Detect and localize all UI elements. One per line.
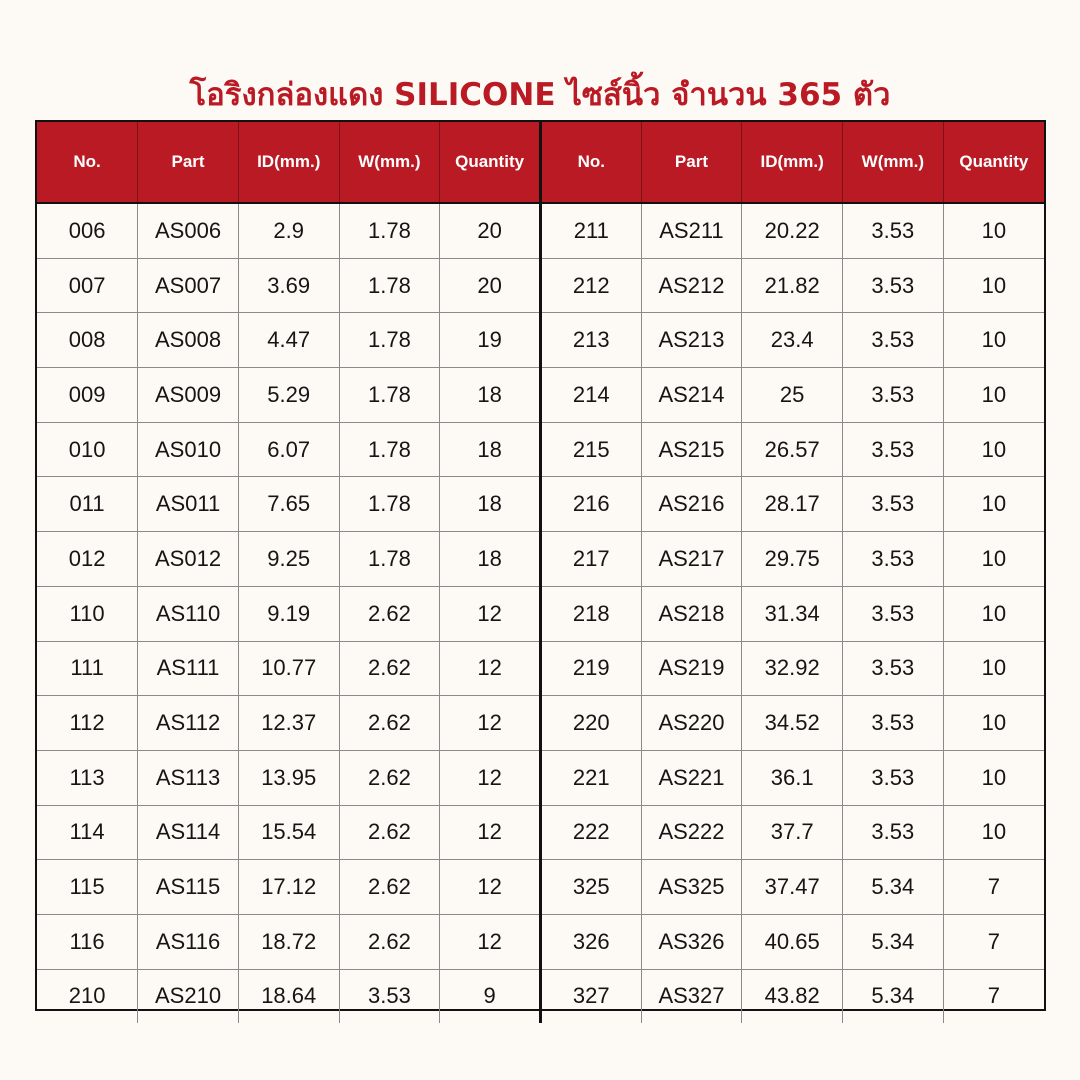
- cell-id-mm: 25: [742, 368, 843, 423]
- cell-w-mm: 3.53: [843, 750, 944, 805]
- cell-id-mm: 26.57: [742, 422, 843, 477]
- cell-w-mm: 1.78: [339, 368, 440, 423]
- cell-no: 217: [540, 532, 641, 587]
- cell-no: 212: [540, 258, 641, 313]
- cell-id-mm: 23.4: [742, 313, 843, 368]
- cell-quantity: 12: [440, 586, 541, 641]
- cell-part: AS219: [641, 641, 742, 696]
- cell-w-mm: 3.53: [843, 477, 944, 532]
- cell-no: 114: [37, 805, 138, 860]
- column-header-part-left: Part: [138, 122, 239, 203]
- cell-part: AS010: [138, 422, 239, 477]
- table-row: [37, 532, 1044, 587]
- cell-w-mm: 1.78: [339, 477, 440, 532]
- cell-quantity: 10: [943, 805, 1044, 860]
- table-row: [37, 696, 1044, 751]
- cell-quantity: 12: [440, 805, 541, 860]
- cell-no: 006: [37, 203, 138, 258]
- cell-no: 327: [540, 969, 641, 1023]
- cell-quantity: 18: [440, 368, 541, 423]
- page-title: โอริงกล่องแดง SILICONE ไซส์นิ้ว จำนวน 365 ตัว: [189, 76, 891, 113]
- cell-quantity: 10: [943, 313, 1044, 368]
- cell-no: 222: [540, 805, 641, 860]
- cell-w-mm: 1.78: [339, 203, 440, 258]
- cell-no: 218: [540, 586, 641, 641]
- cell-id-mm: 29.75: [742, 532, 843, 587]
- cell-part: AS221: [641, 750, 742, 805]
- cell-w-mm: 1.78: [339, 258, 440, 313]
- cell-id-mm: 15.54: [238, 805, 339, 860]
- cell-quantity: 10: [943, 258, 1044, 313]
- cell-id-mm: 6.07: [238, 422, 339, 477]
- cell-quantity: 12: [440, 914, 541, 969]
- cell-quantity: 12: [440, 750, 541, 805]
- cell-no: 219: [540, 641, 641, 696]
- cell-id-mm: 37.47: [742, 860, 843, 915]
- cell-part: AS218: [641, 586, 742, 641]
- table-row: [37, 750, 1044, 805]
- column-header-part-right: Part: [641, 122, 742, 203]
- cell-no: 010: [37, 422, 138, 477]
- cell-w-mm: 5.34: [843, 969, 944, 1023]
- cell-id-mm: 9.25: [238, 532, 339, 587]
- cell-w-mm: 2.62: [339, 805, 440, 860]
- cell-quantity: 20: [440, 203, 541, 258]
- cell-part: AS009: [138, 368, 239, 423]
- cell-w-mm: 2.62: [339, 586, 440, 641]
- column-header-quantity-right: Quantity: [943, 122, 1044, 203]
- cell-w-mm: 3.53: [843, 586, 944, 641]
- column-header-no-right: No.: [540, 122, 641, 203]
- cell-no: 115: [37, 860, 138, 915]
- cell-quantity: 10: [943, 641, 1044, 696]
- cell-w-mm: 3.53: [843, 203, 944, 258]
- cell-no: 007: [37, 258, 138, 313]
- cell-part: AS112: [138, 696, 239, 751]
- cell-no: 221: [540, 750, 641, 805]
- cell-w-mm: 1.78: [339, 313, 440, 368]
- table-row: [37, 203, 1044, 258]
- column-header-no-left: No.: [37, 122, 138, 203]
- cell-part: AS011: [138, 477, 239, 532]
- cell-quantity: 10: [943, 368, 1044, 423]
- table-row: [37, 586, 1044, 641]
- cell-w-mm: 2.62: [339, 750, 440, 805]
- cell-w-mm: 2.62: [339, 641, 440, 696]
- table-row: [37, 368, 1044, 423]
- cell-w-mm: 5.34: [843, 860, 944, 915]
- cell-quantity: 12: [440, 641, 541, 696]
- cell-id-mm: 17.12: [238, 860, 339, 915]
- cell-id-mm: 43.82: [742, 969, 843, 1023]
- cell-w-mm: 1.78: [339, 532, 440, 587]
- cell-w-mm: 3.53: [339, 969, 440, 1023]
- cell-no: 211: [540, 203, 641, 258]
- cell-w-mm: 2.62: [339, 696, 440, 751]
- column-header-w-mm-right: W(mm.): [843, 122, 944, 203]
- cell-id-mm: 9.19: [238, 586, 339, 641]
- table-row: [37, 422, 1044, 477]
- cell-w-mm: 1.78: [339, 422, 440, 477]
- cell-part: AS325: [641, 860, 742, 915]
- cell-part: AS113: [138, 750, 239, 805]
- cell-no: 009: [37, 368, 138, 423]
- cell-no: 215: [540, 422, 641, 477]
- oring-size-table: [35, 120, 1046, 1011]
- cell-id-mm: 36.1: [742, 750, 843, 805]
- table-row: [37, 914, 1044, 969]
- cell-part: AS007: [138, 258, 239, 313]
- cell-id-mm: 12.37: [238, 696, 339, 751]
- table-row: [37, 805, 1044, 860]
- cell-quantity: 18: [440, 532, 541, 587]
- cell-quantity: 7: [943, 860, 1044, 915]
- cell-no: 113: [37, 750, 138, 805]
- cell-w-mm: 3.53: [843, 532, 944, 587]
- cell-id-mm: 40.65: [742, 914, 843, 969]
- cell-w-mm: 5.34: [843, 914, 944, 969]
- column-header-w-mm-left: W(mm.): [339, 122, 440, 203]
- cell-quantity: 19: [440, 313, 541, 368]
- cell-no: 220: [540, 696, 641, 751]
- cell-w-mm: 3.53: [843, 696, 944, 751]
- cell-quantity: 12: [440, 696, 541, 751]
- cell-id-mm: 2.9: [238, 203, 339, 258]
- cell-w-mm: 2.62: [339, 914, 440, 969]
- cell-w-mm: 3.53: [843, 368, 944, 423]
- cell-part: AS114: [138, 805, 239, 860]
- cell-w-mm: 3.53: [843, 258, 944, 313]
- cell-w-mm: 3.53: [843, 805, 944, 860]
- cell-no: 214: [540, 368, 641, 423]
- cell-quantity: 10: [943, 696, 1044, 751]
- cell-no: 111: [37, 641, 138, 696]
- cell-no: 325: [540, 860, 641, 915]
- cell-id-mm: 34.52: [742, 696, 843, 751]
- cell-part: AS326: [641, 914, 742, 969]
- cell-id-mm: 18.72: [238, 914, 339, 969]
- cell-part: AS211: [641, 203, 742, 258]
- cell-part: AS222: [641, 805, 742, 860]
- table-body: [37, 203, 1044, 1023]
- table-row: [37, 641, 1044, 696]
- cell-quantity: 18: [440, 422, 541, 477]
- cell-part: AS116: [138, 914, 239, 969]
- cell-id-mm: 28.17: [742, 477, 843, 532]
- cell-quantity: 7: [987, 983, 1000, 1009]
- cell-part: AS216: [641, 477, 742, 532]
- table-row: [37, 477, 1044, 532]
- header-row: [37, 122, 1044, 203]
- cell-part: AS012: [138, 532, 239, 587]
- cell-id-mm: 18.64: [238, 969, 339, 1023]
- cell-no: 213: [540, 313, 641, 368]
- cell-quantity: 10: [943, 586, 1044, 641]
- cell-quantity: 10: [943, 477, 1044, 532]
- cell-part: AS217: [641, 532, 742, 587]
- column-header-id-mm-left: ID(mm.): [238, 122, 339, 203]
- cell-part: AS214: [641, 368, 742, 423]
- cell-id-mm: 32.92: [742, 641, 843, 696]
- cell-no: 011: [37, 477, 138, 532]
- cell-part: AS110: [138, 586, 239, 641]
- cell-no: 210: [37, 969, 138, 1023]
- cell-part: AS008: [138, 313, 239, 368]
- cell-w-mm: 3.53: [843, 313, 944, 368]
- cell-id-mm: 31.34: [742, 586, 843, 641]
- cell-quantity: 10: [943, 422, 1044, 477]
- cell-part: AS212: [641, 258, 742, 313]
- cell-id-mm: 21.82: [742, 258, 843, 313]
- cell-id-mm: 13.95: [238, 750, 339, 805]
- cell-no: 326: [540, 914, 641, 969]
- table-row: [37, 258, 1044, 313]
- column-header-quantity-left: Quantity: [440, 122, 541, 203]
- cell-id-mm: 7.65: [238, 477, 339, 532]
- cell-part: AS327: [641, 969, 742, 1023]
- table-header: [37, 122, 1044, 203]
- cell-id-mm: 37.7: [742, 805, 843, 860]
- cell-part: AS213: [641, 313, 742, 368]
- cell-quantity: 10: [943, 532, 1044, 587]
- table-row: [37, 313, 1044, 368]
- cell-part: AS210: [138, 969, 239, 1023]
- cell-part: AS220: [641, 696, 742, 751]
- cell-quantity: 18: [440, 477, 541, 532]
- cell-w-mm: 2.62: [339, 860, 440, 915]
- cell-part: AS115: [138, 860, 239, 915]
- cell-no: 216: [540, 477, 641, 532]
- cell-no: 112: [37, 696, 138, 751]
- cell-quantity: 9: [440, 969, 541, 1023]
- cell-part: AS215: [641, 422, 742, 477]
- data-table: [37, 122, 1044, 1023]
- column-header-id-mm-right: ID(mm.): [742, 122, 843, 203]
- cell-id-mm: 10.77: [238, 641, 339, 696]
- table-row: [37, 969, 1044, 1023]
- cell-no: 110: [37, 586, 138, 641]
- cell-id-mm: 3.69: [238, 258, 339, 313]
- cell-quantity: 10: [943, 203, 1044, 258]
- cell-w-mm: 3.53: [843, 422, 944, 477]
- cell-id-mm: 5.29: [238, 368, 339, 423]
- cell-id-mm: 20.22: [742, 203, 843, 258]
- cell-w-mm: 3.53: [843, 641, 944, 696]
- cell-quantity: 12: [440, 860, 541, 915]
- cell-quantity: 7: [943, 914, 1044, 969]
- cell-quantity: 10: [943, 750, 1044, 805]
- cell-no: 008: [37, 313, 138, 368]
- cell-part: AS006: [138, 203, 239, 258]
- cell-id-mm: 4.47: [238, 313, 339, 368]
- cell-quantity: 20: [440, 258, 541, 313]
- cell-part: AS111: [138, 641, 239, 696]
- table-row: [37, 860, 1044, 915]
- cell-no: 116: [37, 914, 138, 969]
- cell-no: 012: [37, 532, 138, 587]
